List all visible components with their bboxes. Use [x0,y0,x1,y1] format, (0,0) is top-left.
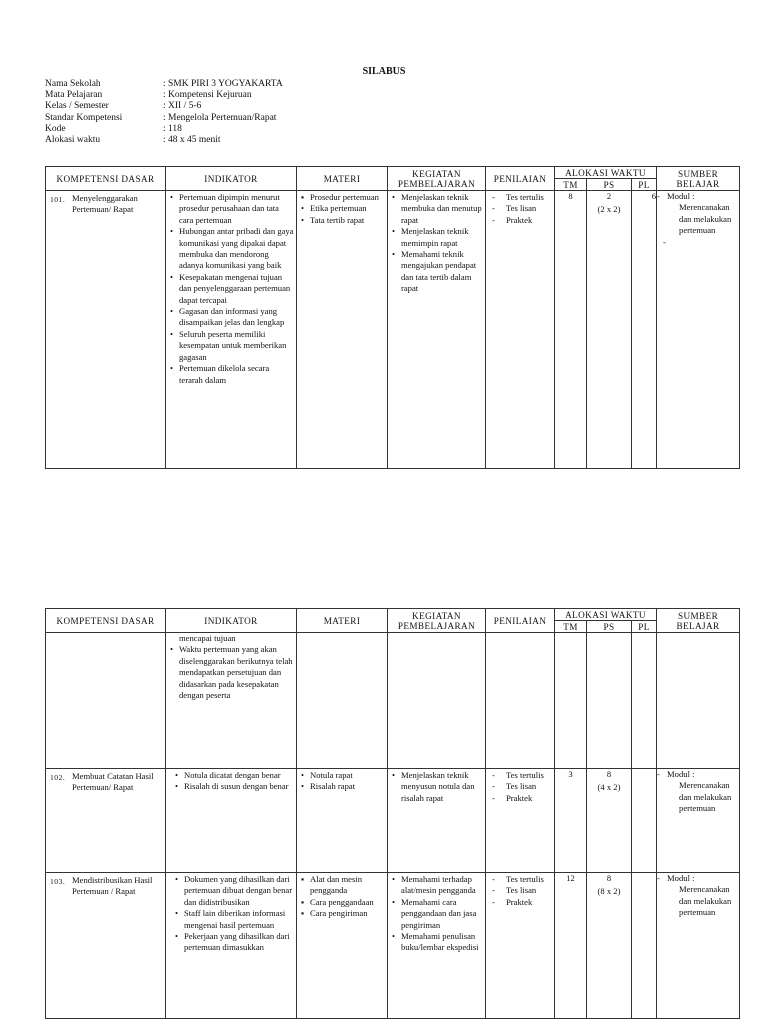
header-penilaian: PENILAIAN [486,609,555,633]
meta-row [45,90,283,101]
list-item: - Tes tertulis [489,874,552,885]
list-item: • Notula rapat [300,770,385,781]
school-info [45,79,283,146]
table-row [46,769,740,873]
list-item: • Menjelaskan teknik membuka dan menutup rapat [391,192,483,226]
list-item: • Memahami cara penggandaan dan jasa pengiriman [391,897,483,931]
list-item: - Tes tertulis [489,192,552,203]
page-title: SILABUS [362,66,406,77]
list-item: • Memahami teknik mengajukan pendapat dan tata tertib dalam rapat [391,249,483,295]
list-item: - Tes lisan [489,885,552,896]
syllabus-table-1 [45,166,740,469]
header-kegiatan: KEGIATAN PEMBELAJARAN [388,167,486,191]
meta-value: : 48 x 45 menit [163,135,221,146]
penilaian-cell [486,633,555,769]
penilaian-cell [486,191,555,469]
sumber-label: Modul : [667,191,695,201]
ps-detail: (2 x 2) [597,204,621,215]
header-materi: MATERI [297,609,388,633]
list-item: • Hubungan antar pribadi dan gaya komunikasi yang dipakai dapat membuka dan mendorong adanya komunikasi yang baik [169,226,294,272]
header-kompetensi-dasar: KOMPETENSI DASAR [46,167,166,191]
list-item: • Etika pertemuan [300,203,385,214]
meta-row [45,124,283,135]
list-item: - Tes lisan [489,203,552,214]
header-materi: MATERI [297,167,388,191]
pl-cell [632,873,657,1019]
meta-value: : Kompetensi Kejuruan [163,90,252,101]
list-item: • Menjelaskan teknik menyusun notula dan risalah rapat [391,770,483,804]
ps-detail: (4 x 2) [597,782,621,793]
meta-label: Alokasi waktu [45,135,101,146]
sumber-cell: - Modul : Merencanakan dan melakukan pertemuan - [657,191,740,469]
header-pl: PL [632,621,657,633]
header-sumber-belajar: SUMBER BELAJAR [657,609,740,633]
header-alokasi-waktu: ALOKASI WAKTU [555,609,657,621]
list-item: ▪ Alat dan mesin pengganda [300,874,385,897]
list-item: - Tes tertulis [489,770,552,781]
list-item: - Praktek [489,215,552,226]
syllabus-table-2 [45,608,740,1019]
ps-value: 8 [606,873,612,883]
indikator-cell [166,191,297,469]
sumber-dash: - [663,236,666,247]
header-indikator: INDIKATOR [166,609,297,633]
list-item: • Dokumen yang dihasilkan dari pertemuan dibuat dengan benar dan didistribusikan [174,874,294,908]
table-row [46,191,740,469]
indikator-cell [166,633,297,769]
kegiatan-cell [388,769,486,873]
kd-cell [46,633,166,769]
header-tm: TM [555,621,587,633]
penilaian-cell [486,873,555,1019]
header-indikator: INDIKATOR [166,167,297,191]
list-item: • Menjelaskan teknik memimpin rapat [391,226,483,249]
ps-cell [587,633,632,769]
pl-cell: 6 [632,191,657,469]
pl-cell [632,633,657,769]
ps-value: 2 [606,191,612,201]
meta-row [45,113,283,124]
meta-row [45,79,283,90]
kd-number: 102. [50,773,66,782]
table-row [46,633,740,769]
kd-text: Membuat Catatan Hasil Pertemuan/ Rapat [72,771,154,793]
ps-detail: (8 x 2) [597,886,621,897]
meta-label: Mata Pelajaran [45,90,103,101]
meta-value: : SMK PIRI 3 YOGYAKARTA [163,79,283,89]
meta-label: Nama Sekolah [45,79,101,89]
sumber-label: Modul : [667,769,695,779]
list-item: ▪ Cara penggandaan [300,897,385,908]
list-item: - Praktek [489,897,552,908]
header-pl: PL [632,179,657,191]
ps-value: 8 [606,769,612,779]
kegiatan-cell [388,873,486,1019]
meta-row [45,101,283,112]
meta-value: : Mengelola Pertemuan/Rapat [163,112,277,123]
kd-number: 103. [50,877,66,886]
list-item: • Waktu pertemuan yang akan diselenggarakan berikutnya telah mendapatkan persetujuan dan didasarkan pada kesepakatan dengan peserta [169,644,294,701]
penilaian-cell [486,769,555,873]
list-item: • Staff lain diberikan informasi mengenai hasil pertemuan [174,908,294,931]
kd-cell [46,191,166,469]
sumber-cell: - Modul : Merencanakan dan melakukan pertemuan [657,873,740,1019]
kd-text: Menyelenggarakan Pertemuan/ Rapat [72,193,138,215]
header-alokasi-waktu: ALOKASI WAKTU [555,167,657,179]
indikator-cell [166,769,297,873]
header-tm: TM [555,179,587,191]
meta-value: : 118 [163,123,182,134]
kd-cell [46,873,166,1019]
tm-cell: 3 [555,769,587,873]
materi-cell [297,769,388,873]
meta-row [45,135,283,146]
indikator-cell [166,873,297,1019]
header-sumber-belajar: SUMBER BELAJAR [657,167,740,191]
list-item: ▪ Cara pengiriman [300,908,385,919]
sumber-text: Merencanakan dan melakukan pertemuan [679,884,732,918]
ps-cell [587,191,632,469]
list-item: • Pertemuan dikelola secara terarah dalam [169,363,294,386]
meta-label: Kelas / Semester [45,101,109,112]
list-item: • Kesepakatan mengenai tujuan dan penyelenggaraan pertemuan dapat tercapai [169,272,294,306]
meta-label: Standar Kompetensi [45,112,123,123]
ps-cell [587,769,632,873]
header-kompetensi-dasar: KOMPETENSI DASAR [46,609,166,633]
list-item: • Risalah di susun dengan benar [174,781,294,792]
list-item: • Memahami terhadap alat/mesin pengganda [391,874,483,897]
table-row [46,873,740,1019]
list-item: - Praktek [489,793,552,804]
header-kegiatan: KEGIATAN PEMBELAJARAN [388,609,486,633]
list-item: • Risalah rapat [300,781,385,792]
list-item: • Notula dicatat dengan benar [174,770,294,781]
list-item: • Tata tertib rapat [300,215,385,226]
tm-cell: 12 [555,873,587,1019]
kd-text: Mendistribusikan Hasil Pertemuan / Rapat [72,875,153,897]
list-item: • Pertemuan dipimpin menurut prosedur perusahaan dan tata cara pertemuan [169,192,294,226]
tm-cell [555,633,587,769]
header-penilaian: PENILAIAN [486,167,555,191]
pl-cell [632,769,657,873]
sumber-label: Modul : [667,873,695,883]
header-ps: PS [587,179,632,191]
list-item: • Pekerjaan yang dihasilkan dari pertemuan dimasukkan [174,931,294,954]
kegiatan-cell [388,191,486,469]
kegiatan-cell [388,633,486,769]
ps-cell [587,873,632,1019]
list-item: ▪ Prosedur pertemuan [300,192,385,203]
list-item: • Gagasan dan informasi yang disampaikan jelas dan lengkap [169,306,294,329]
sumber-text: Merencanakan dan melakukan pertemuan [679,780,732,814]
meta-label: Kode [45,123,66,134]
header-ps: PS [587,621,632,633]
list-item: • Memahami penulisan buku/lembar ekspedisi [391,931,483,954]
sumber-cell: - Modul : Merencanakan dan melakukan pertemuan [657,769,740,873]
materi-cell [297,191,388,469]
meta-value: : XII / 5-6 [163,101,202,112]
list-item: • Seluruh peserta memiliki kesempatan untuk memberikan gagasan [169,329,294,363]
kd-cell [46,769,166,873]
sumber-text: Merencanakan dan melakukan pertemuan [679,202,732,236]
tm-cell: 8 [555,191,587,469]
indikator-continued: mencapai tujuan [179,633,236,643]
kd-number: 101. [50,195,66,204]
sumber-cell [657,633,740,769]
materi-cell [297,633,388,769]
list-item: - Tes lisan [489,781,552,792]
materi-cell [297,873,388,1019]
